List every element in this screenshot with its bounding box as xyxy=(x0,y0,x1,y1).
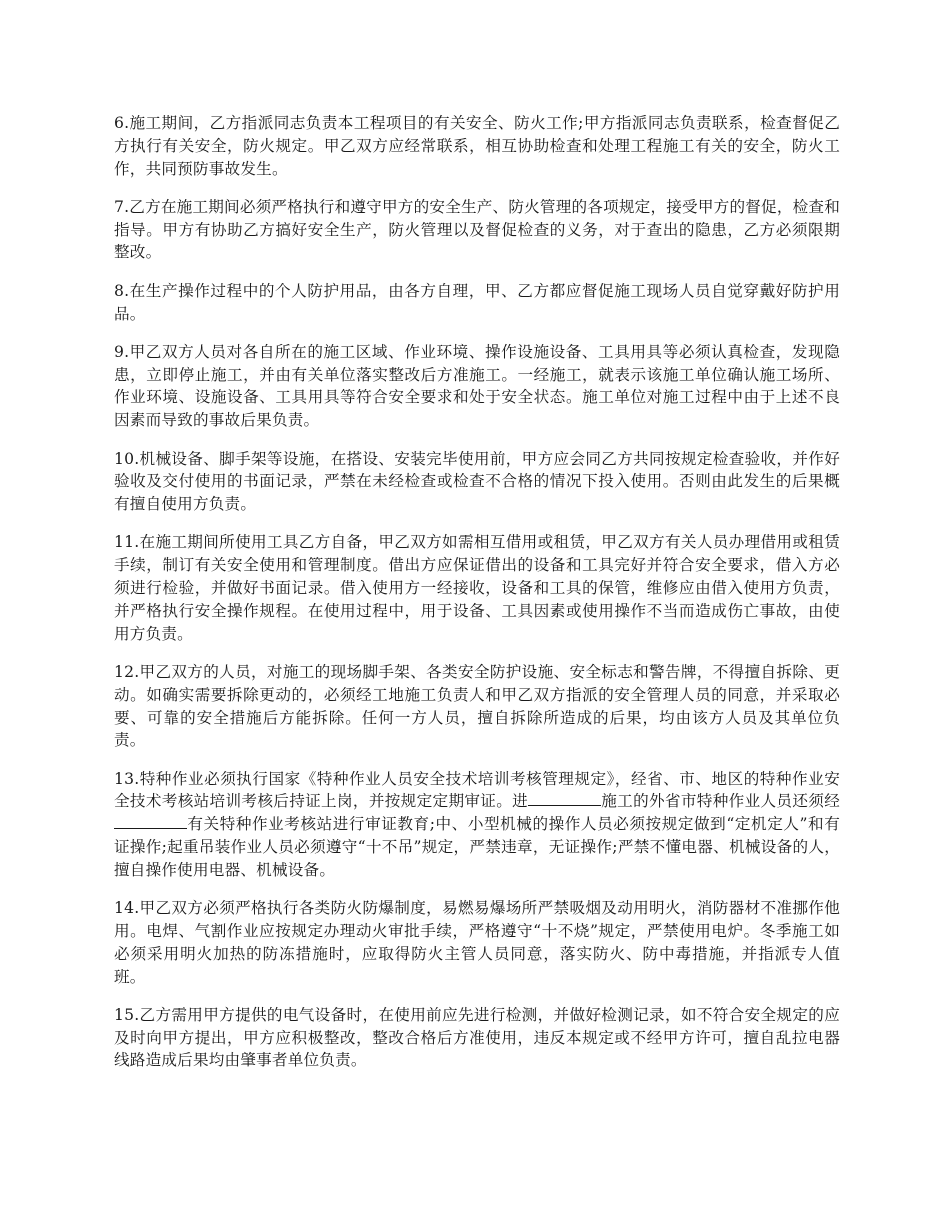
clause-7: 7.乙方在施工期间必须严格执行和遵守甲方的安全生产、防火管理的各项规定，接受甲方的督促，检查和指导。甲方有协助乙方搞好安全生产，防火管理以及督促检查的义务，对于查出的隐患，乙方必须限期整改。 xyxy=(114,197,840,262)
clause-13-part-2: 施工的外省市特种作业人员还须经 xyxy=(601,792,840,811)
clause-13 xyxy=(114,768,840,882)
fill-in-blank xyxy=(114,813,187,829)
clause-11: 11.在施工期间所使用工具乙方自备，甲乙双方如需相互借用或租赁，甲乙双方有关人员办理借用或租赁手续，制订有关安全使用和管理制度。借出方应保证借出的设备和工具完好并符合安全要求，借入方必须进行检验，并做好书面记录。借入使用方一经接收，设备和工具的保管，维修应由借入使用方负责，并严格执行安全操作规程。在使用过程中，用于设备、工具因素或使用操作不当而造成伤亡事故，由使用方负责。 xyxy=(114,533,840,643)
clause-13-part-1: 13.特种作业必须执行国家《特种作业人员安全技术培训考核管理规定》，经省、市、地区的特种作业安全技术考核站培训考核后持证上岗，并按规定定期审证。进 xyxy=(114,769,840,811)
document-page xyxy=(114,112,840,1088)
clause-14: 14.甲乙双方必须严格执行各类防火防爆制度，易燃易爆场所严禁吸烟及动用明火，消防器材不准挪作他用。电焊、气割作业应按规定办理动火审批手续，严格遵守“十不烧”规定，严禁使用电炉。冬季施工如必须采用明火加热的防冻措施时，应取得防火主管人员同意，落实防火、防中毒措施，并指派专人值班。 xyxy=(114,899,840,986)
clause-12: 12.甲乙双方的人员，对施工的现场脚手架、各类安全防护设施、安全标志和警告牌，不得擅自拆除、更动。如确实需要拆除更动的，必须经工地施工负责人和甲乙双方指派的安全管理人员的同意，并采取必要、可靠的安全措施后方能拆除。任何一方人员，擅自拆除所造成的后果，均由该方人员及其单位负责。 xyxy=(114,662,840,750)
clause-6: 6.施工期间，乙方指派同志负责本工程项目的有关安全、防火工作;甲方指派同志负责联系，检查督促乙方执行有关安全，防火规定。甲乙双方应经常联系，相互协助检查和处理工程施工有关的安全，防火工作，共同预防事故发生。 xyxy=(114,114,840,178)
clause-8: 8.在生产操作过程中的个人防护用品，由各方自理，甲、乙方都应督促施工现场人员自觉穿戴好防护用品。 xyxy=(114,281,840,323)
fill-in-blank xyxy=(528,790,601,806)
clause-13-part-3: 有关特种作业考核站进行审证教育;中、小型机械的操作人员必须按规定做到“定机定人”和有证操作;起重吊装作业人员必须遵守“十不吊”规定，严禁违章，无证操作;严禁不懂电器、机械设备的人，擅自操作使用电器、机械设备。 xyxy=(114,815,840,879)
clause-10: 10.机械设备、脚手架等设施，在搭设、安装完毕使用前，甲方应会同乙方共同按规定检查验收，并作好验收及交付使用的书面记录，严禁在未经检查或检查不合格的情况下投入使用。否则由此发生的后果概有擅自使用方负责。 xyxy=(114,449,840,514)
clause-9: 9.甲乙双方人员对各自所在的施工区域、作业环境、操作设施设备、工具用具等必须认真检查，发现隐患，立即停止施工，并由有关单位落实整改后方准施工。一经施工，就表示该施工单位确认施工场所、作业环境、设施设备、工具用具等符合安全要求和处于安全状态。施工单位对施工过程中由于上述不良因素而导致的事故后果负责。 xyxy=(114,342,840,430)
clause-15: 15.乙方需用甲方提供的电气设备时，在使用前应先进行检测，并做好检测记录，如不符合安全规定的应及时向甲方提出，甲方应积极整改，整改合格后方准使用，违反本规定或不经甲方许可，擅自乱拉电器线路造成后果均由肇事者单位负责。 xyxy=(114,1005,840,1070)
